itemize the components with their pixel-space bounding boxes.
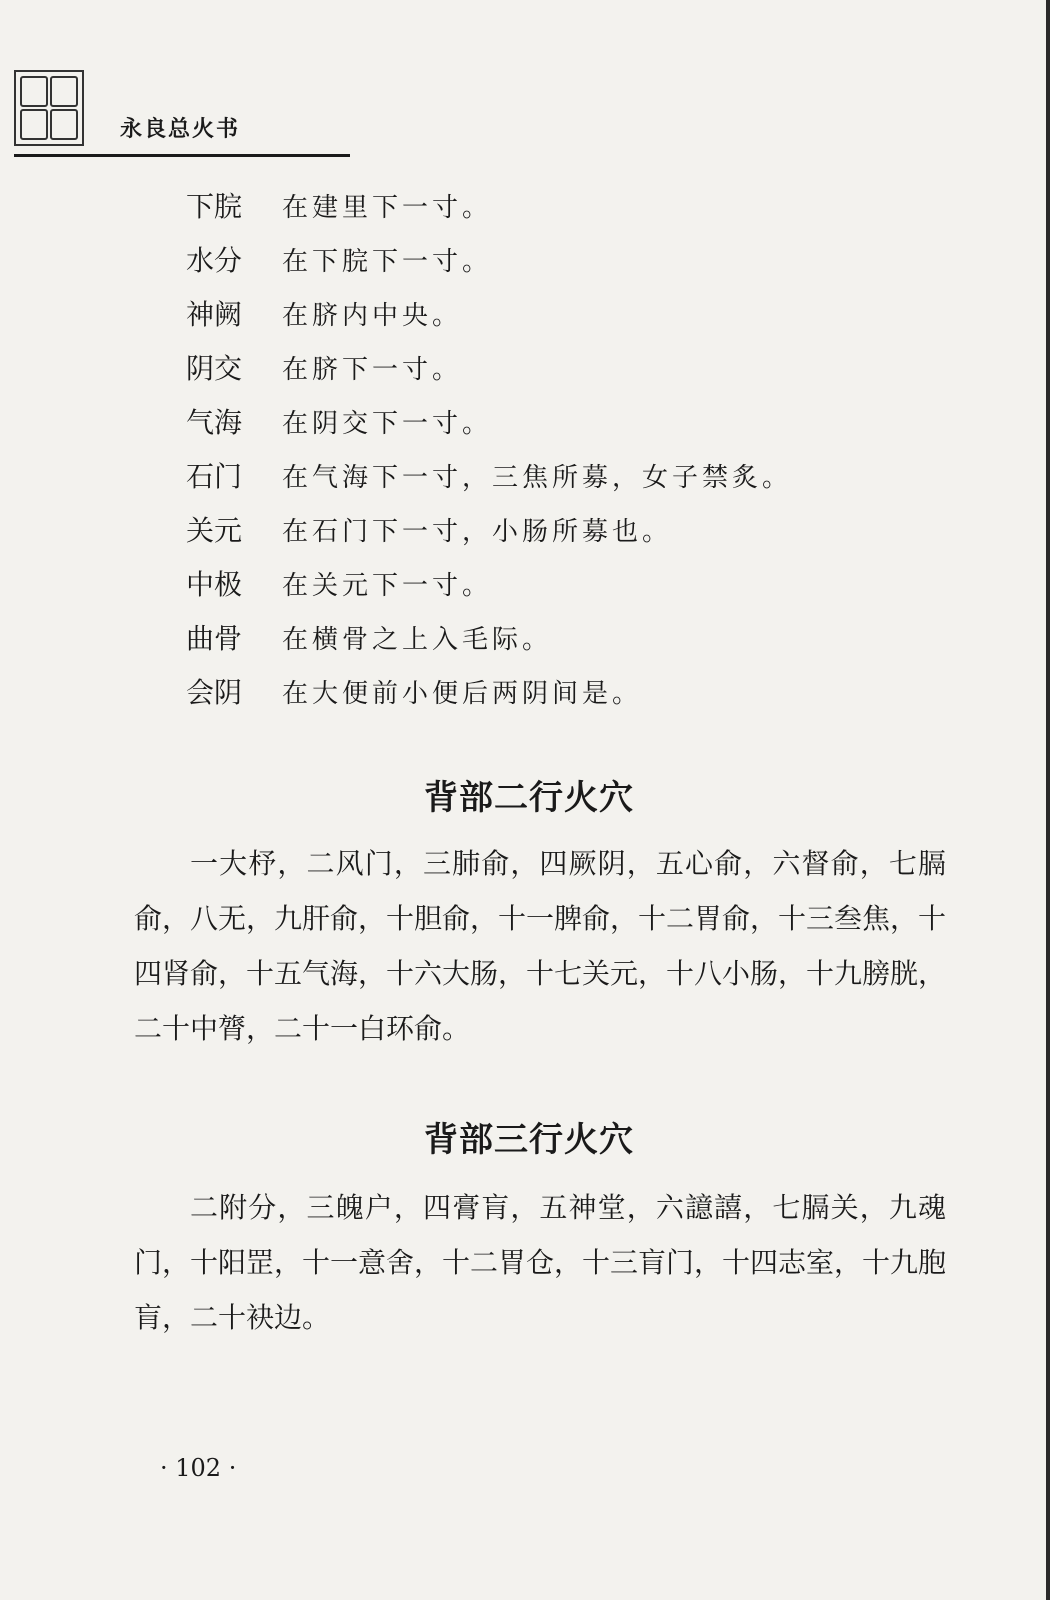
acupoint-location: 在脐内中央。: [282, 300, 463, 331]
acupoint-name: 会阴: [186, 676, 243, 709]
section-heading: 背部二行火穴: [424, 778, 634, 818]
list-item: [186, 664, 792, 718]
list-item: [186, 178, 792, 232]
acupoint-name: 水分: [186, 244, 243, 277]
acupoint-location: 在大便前小便后两阴间是。: [282, 678, 643, 709]
seal-glyph: [20, 109, 48, 140]
acupoint-location: 在气海下一寸，三焦所募，女子禁炙。: [282, 462, 793, 493]
list-item: [186, 556, 792, 610]
acupoint-name: 曲骨: [186, 622, 243, 655]
acupoint-name: 中极: [186, 568, 243, 601]
acupoint-name: 气海: [186, 406, 243, 439]
book-title: 永良总火书: [120, 117, 241, 142]
acupoint-location: 在脐下一寸。: [282, 354, 463, 385]
acupoint-location: 在横骨之上入毛际。: [282, 624, 553, 655]
section-heading: 背部三行火穴: [424, 1120, 634, 1160]
section-paragraph: 一大杼，二风门，三肺俞，四厥阴，五心俞，六督俞，七膈俞，八无，九肝俞，十胆俞，十一脾俞，十二胃俞，十三叁焦，十四肾俞，十五气海，十六大肠，十七关元，十八小肠，十九膀胱，二十中膂，二十一白环俞。: [134, 847, 947, 1045]
acupoint-name: 关元: [186, 514, 243, 547]
page-number: · 102 ·: [160, 1454, 237, 1482]
acupoint-location: 在阴交下一寸。: [282, 408, 493, 439]
list-item: [186, 286, 792, 340]
seal-glyph: [20, 76, 48, 107]
acupoint-location: 在石门下一寸，小肠所募也。: [282, 516, 673, 547]
acupoint-name: 下脘: [186, 190, 243, 223]
list-item: [186, 448, 792, 502]
acupoint-list: [186, 178, 792, 718]
seal-logo: [14, 70, 84, 146]
acupoint-location: 在关元下一寸。: [282, 570, 493, 601]
acupoint-location: 在建里下一寸。: [282, 192, 493, 223]
acupoint-name: 神阙: [186, 298, 243, 331]
section-paragraph: 二附分，三魄户，四膏肓，五神堂，六譩譆，七膈关，九魂门，十阳罡，十一意舍，十二胃仓，十三肓门，十四志室，十九胞肓，二十袂边。: [134, 1191, 947, 1334]
list-item: [186, 340, 792, 394]
seal-glyph: [50, 109, 78, 140]
running-header: [14, 70, 350, 158]
list-item: [186, 502, 792, 556]
acupoint-name: 石门: [186, 460, 243, 493]
acupoint-location: 在下脘下一寸。: [282, 246, 493, 277]
list-item: [186, 394, 792, 448]
seal-glyph: [50, 76, 78, 107]
list-item: [186, 610, 792, 664]
header-rule: [14, 154, 350, 157]
acupoint-name: 阴交: [186, 352, 243, 385]
list-item: [186, 232, 792, 286]
